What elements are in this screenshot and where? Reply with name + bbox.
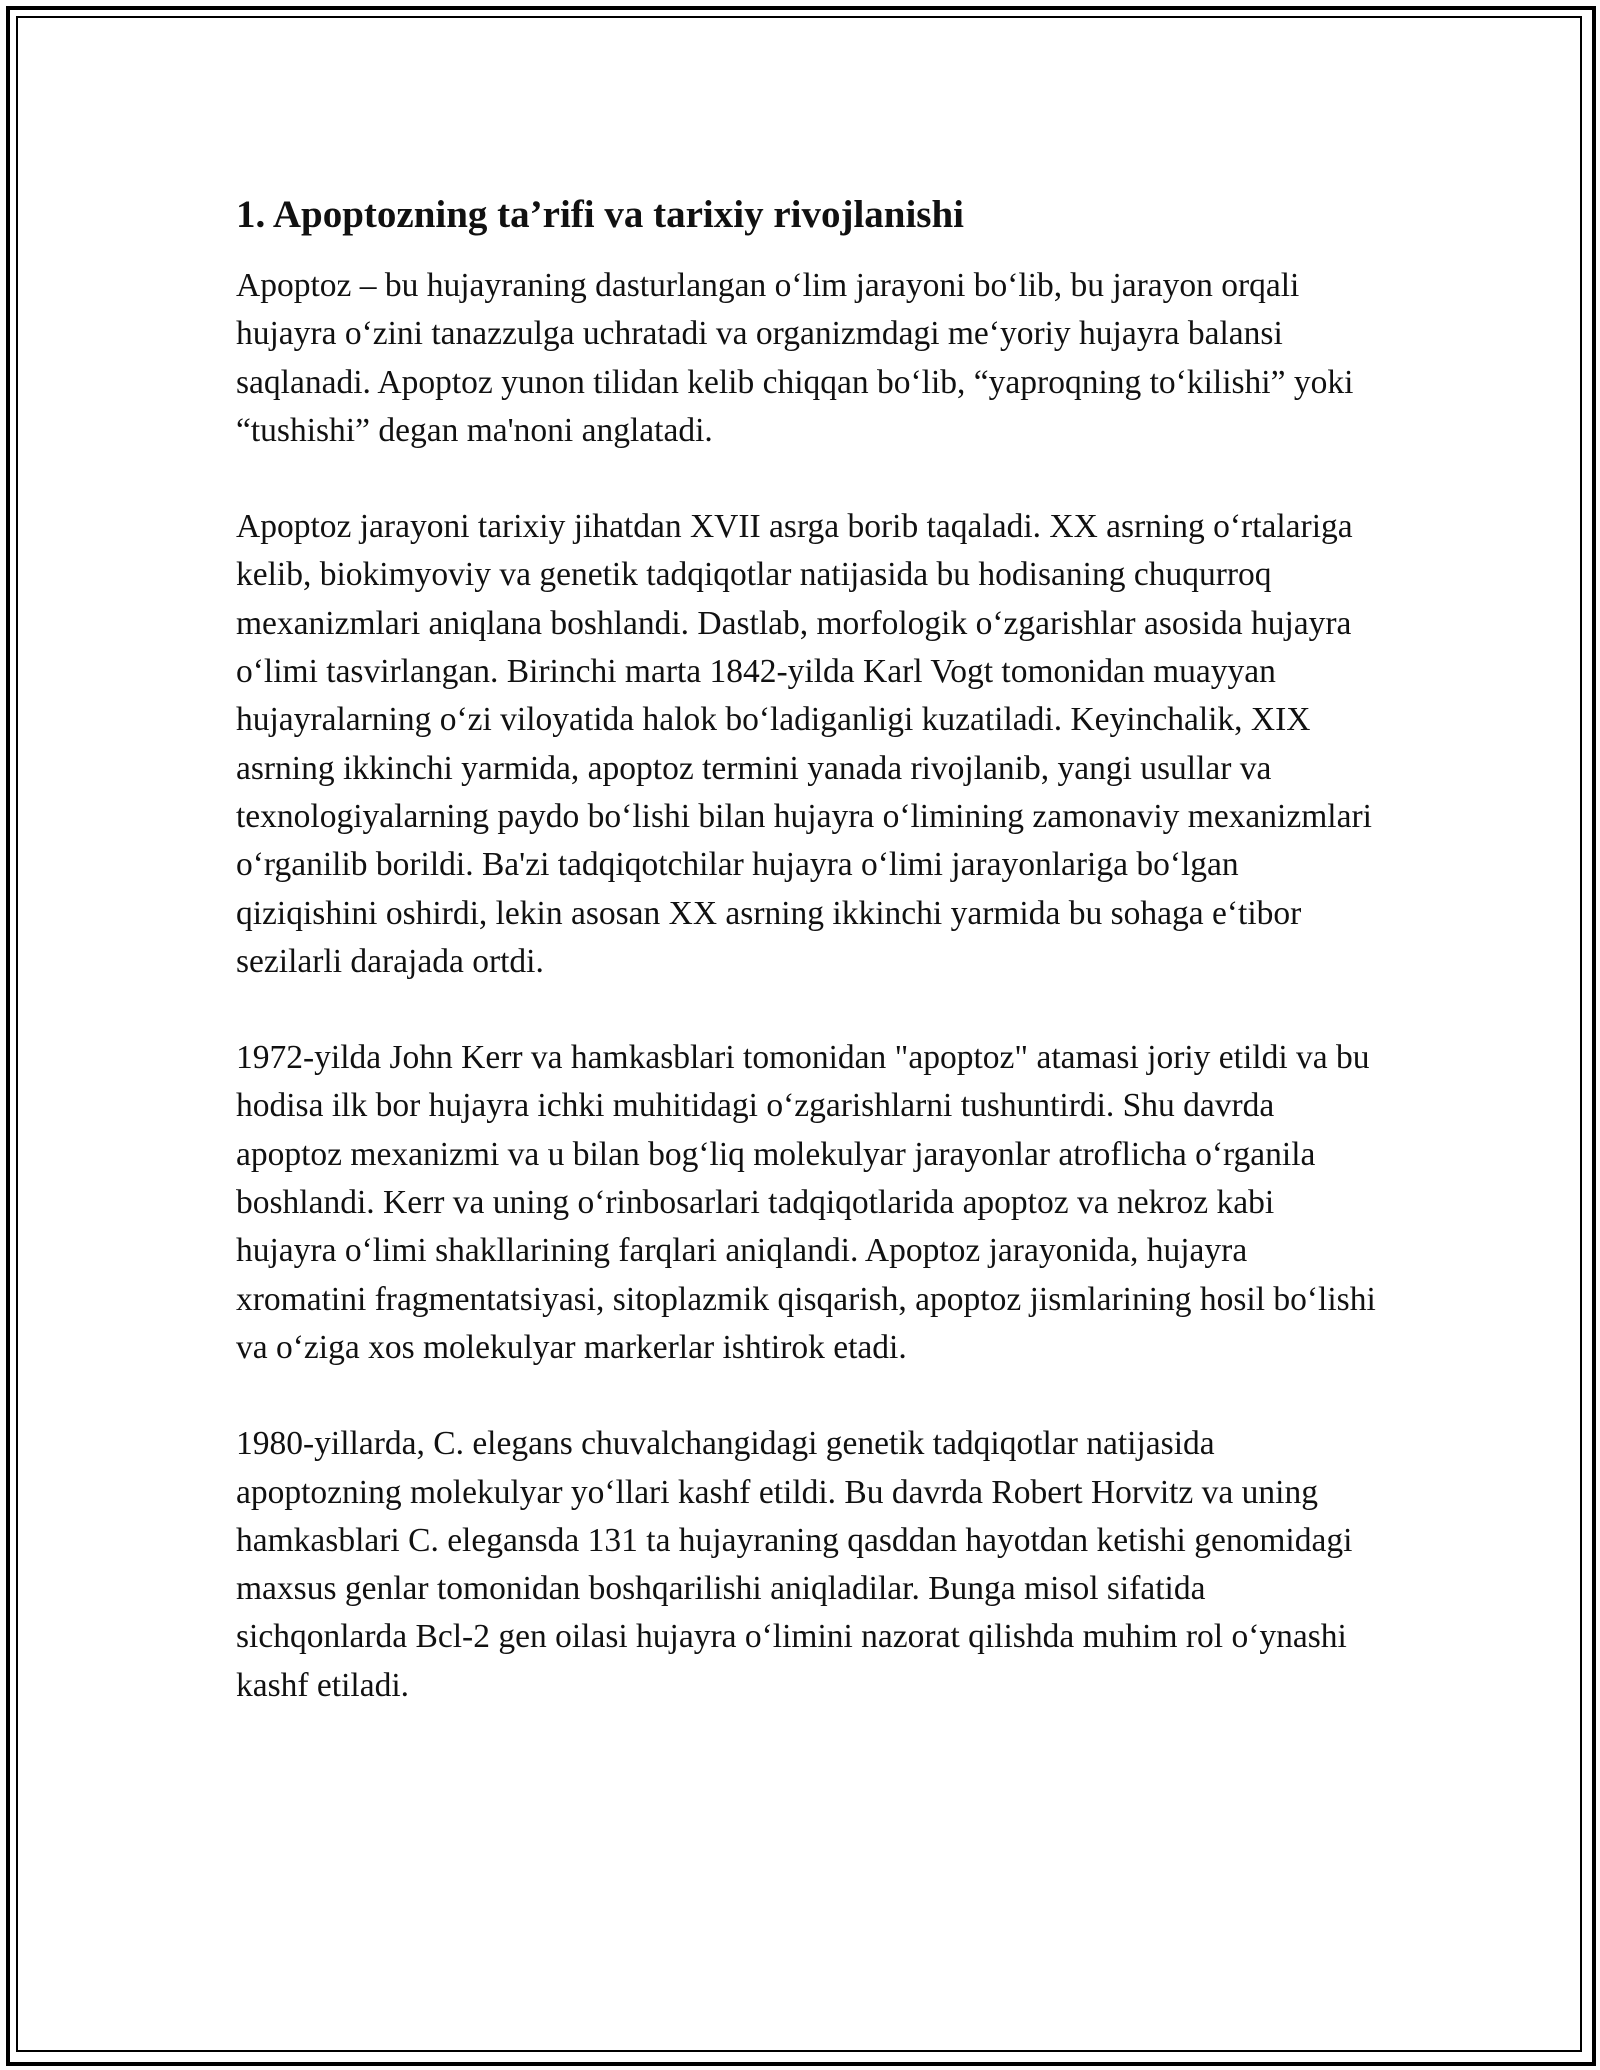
paragraph-c-elegans: 1980-yillarda, C. elegans chuvalchangidagi genetik tadqiqotlar natijasida apoptozning molekulyar yo‘llari kashf etildi. Bu davrda Robert Horvitz va uning hamkasblari C. elegansda 131 ta hujayraning qasddan hayotdan ketishi genomidagi maxsus genlar tomonidan boshqarilishi aniqladilar. Bunga misol sifatida sichqonlarda Bcl-2 gen oilasi hujayra o‘limini nazorat qilishda muhim rol o‘ynashi kashf etiladi. — [236, 1425, 1353, 1704]
paragraph-definition: Apoptoz – bu hujayraning dasturlangan o‘lim jarayoni bo‘lib, bu jarayon orqali hujayra o‘zini tanazzulga uchratadi va organizmdagi me‘yoriy hujayra balansi saqlanadi. Apoptoz yunon tilidan kelib chiqqan bo‘lib, “yaproqning to‘kilishi” yoki “tushishi” degan ma'noni anglatadi. — [236, 267, 1354, 449]
section-heading: 1. Apoptozning ta’rifi va tarixiy rivojlanishi — [236, 193, 965, 236]
paragraph-history: Apoptoz jarayoni tarixiy jihatdan XVII asrga borib taqaladi. XX asrning o‘rtalariga kelib, biokimyoviy va genetik tadqiqotlar natijasida bu hodisaning chuqurroq mexanizmlari aniqlana boshlandi. Dastlab, morfologik o‘zgarishlar asosida hujayra o‘limi tasvirlangan. Birinchi marta 1842-yilda Karl Vogt tomonidan muayyan hujayralarning o‘zi viloyatida halok bo‘ladiganligi kuzatiladi. Keyinchalik, XIX asrning ikkinchi yarmida, apoptoz termini yanada rivojlanib, yangi usullar va texnologiyalarning paydo bo‘lishi bilan hujayra o‘limining zamonaviy mexanizmlari o‘rganilib borildi. Ba'zi tadqiqotchilar hujayra o‘limi jarayonlariga bo‘lgan qiziqishini oshirdi, lekin asosan XX asrning ikkinchi yarmida bu sohaga e‘tibor sezilarli darajada ortdi. — [236, 508, 1372, 980]
document-body — [236, 186, 1376, 1758]
paragraph-kerr: 1972-yilda John Kerr va hamkasblari tomonidan "apoptoz" atamasi joriy etildi va bu hodisa ilk bor hujayra ichki muhitidagi o‘zgarishlarni tushuntirdi. Shu davrda apoptoz mexanizmi va u bilan bog‘liq molekulyar jarayonlar atroflicha o‘rganila boshlandi. Kerr va uning o‘rinbosarlari tadqiqotlarida apoptoz va nekroz kabi hujayra o‘limi shakllarining farqlari aniqlandi. Apoptoz jarayonida, hujayra xromatini fragmentatsiyasi, sitoplazmik qisqarish, apoptoz jismlarining hosil bo‘lishi va o‘ziga xos molekulyar markerlar ishtirok etadi. — [236, 1039, 1376, 1366]
